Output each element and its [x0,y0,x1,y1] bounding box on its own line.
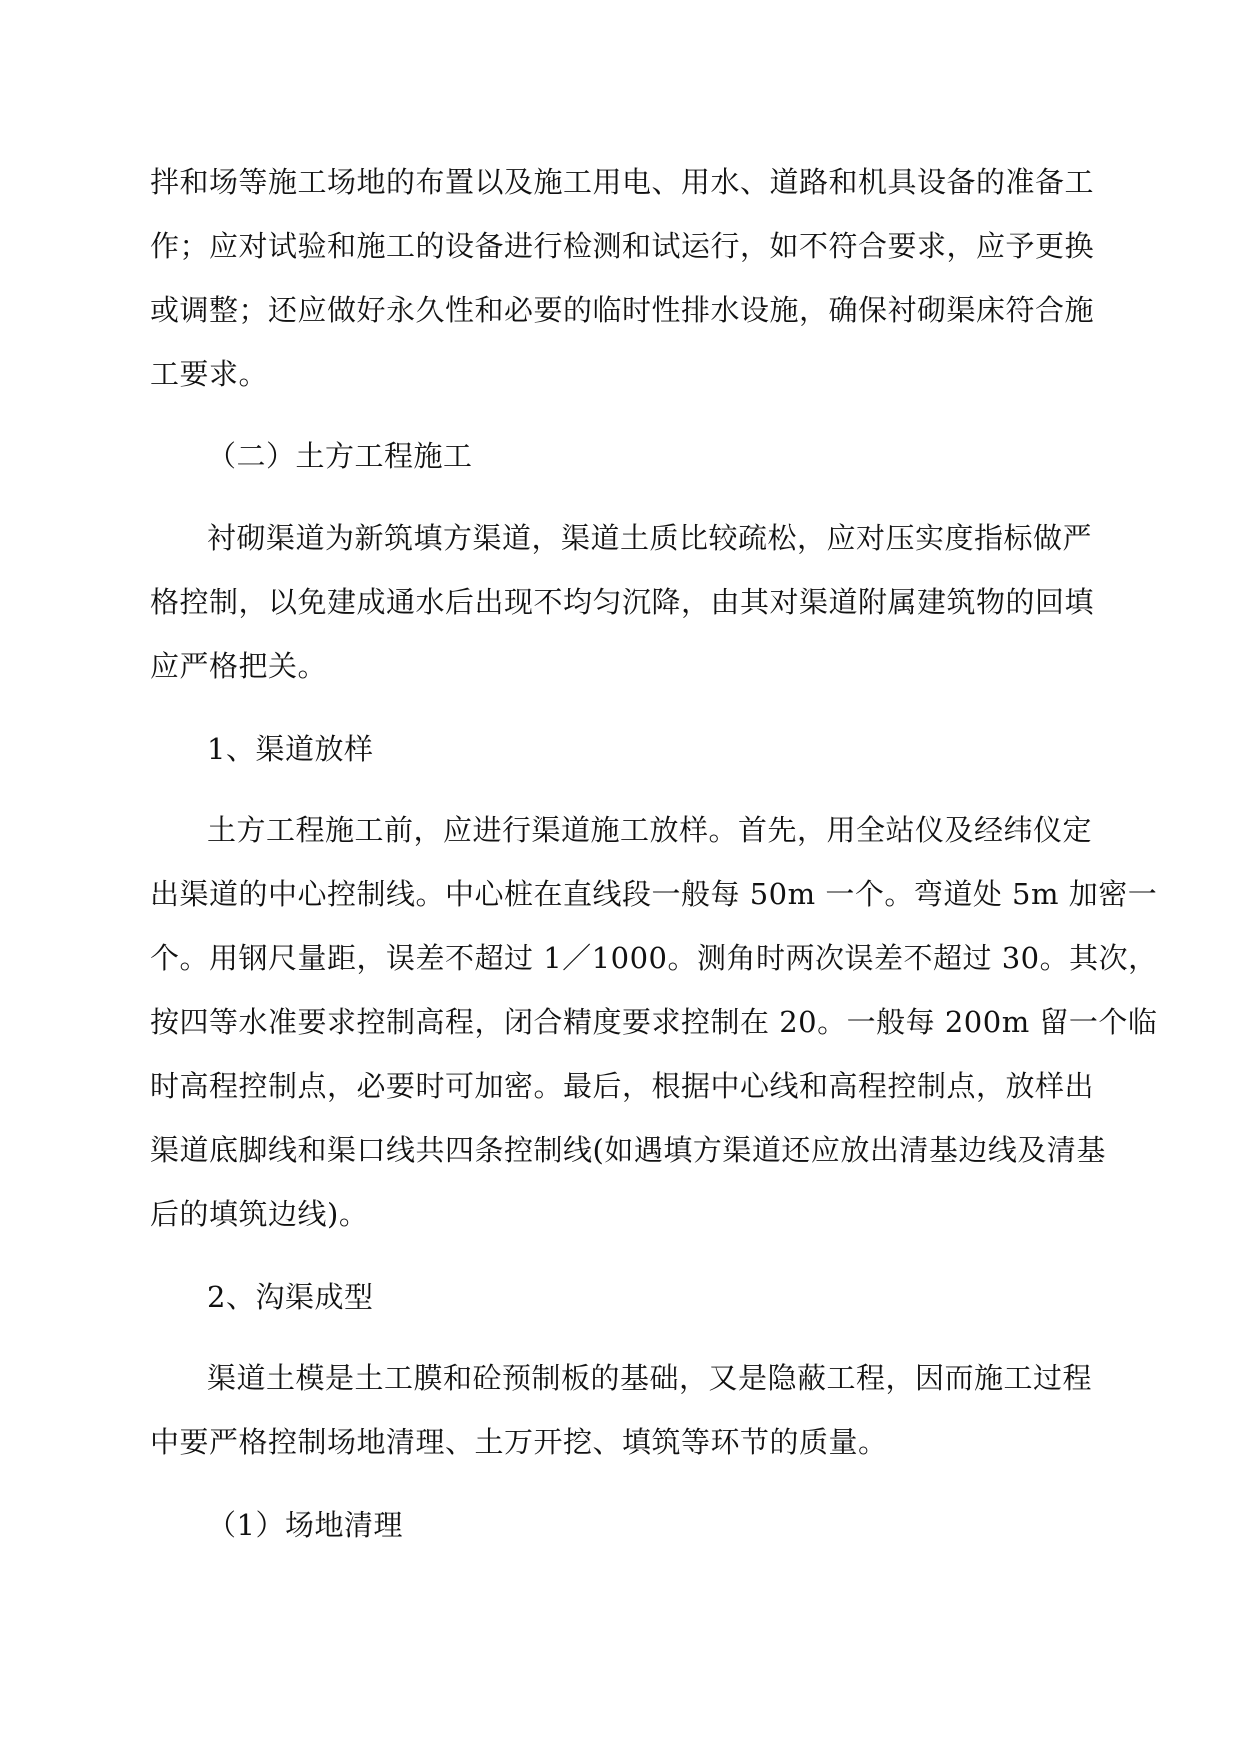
paragraph-line: 出渠道的中心控制线。中心桩在直线段一般每 50m 一个。弯道处 5m 加密一 [150,877,1158,911]
paragraph-line: 按四等水准要求控制高程，闭合精度要求控制在 20。一般每 200m 留一个临 [150,1005,1158,1039]
subsection-heading: 1、渠道放样 [207,732,374,766]
paragraph-line: 渠道土模是土工膜和砼预制板的基础，又是隐蔽工程，因而施工过程 [207,1361,1093,1395]
paragraph-line: 个。用钢尺量距，误差不超过 1／1000。测角时两次误差不超过 30。其次， [150,941,1158,975]
paragraph-line: 格控制，以免建成通水后出现不均匀沉降，由其对渠道附属建筑物的回填 [150,585,1095,619]
paragraph-line: 后的填筑边线)。 [150,1197,369,1231]
paragraph-line: 中要严格控制场地清理、土万开挖、填筑等环节的质量。 [150,1425,888,1459]
paragraph-line: 衬砌渠道为新筑填方渠道，渠道土质比较疏松，应对压实度指标做严 [207,521,1093,555]
section-heading: （二）土方工程施工 [207,439,473,473]
paragraph-line: 拌和场等施工场地的布置以及施工用电、用水、道路和机具设备的准备工 [150,165,1095,199]
paragraph-line: 作；应对试验和施工的设备进行检测和试运行，如不符合要求，应予更换 [150,229,1095,263]
paragraph-line: 土方工程施工前，应进行渠道施工放样。首先，用全站仪及经纬仪定 [207,813,1093,847]
paragraph-line: 渠道底脚线和渠口线共四条控制线(如遇填方渠道还应放出清基边线及清基 [150,1133,1106,1167]
paragraph-line: 时高程控制点，必要时可加密。最后，根据中心线和高程控制点，放样出 [150,1069,1095,1103]
paragraph-line: 或调整；还应做好永久性和必要的临时性排水设施，确保衬砌渠床符合施 [150,293,1095,327]
paragraph-line: 工要求。 [150,357,269,391]
subsection-heading: 2、沟渠成型 [207,1280,374,1314]
subsection-heading: （1）场地清理 [207,1508,403,1542]
paragraph-line: 应严格把关。 [150,649,328,683]
